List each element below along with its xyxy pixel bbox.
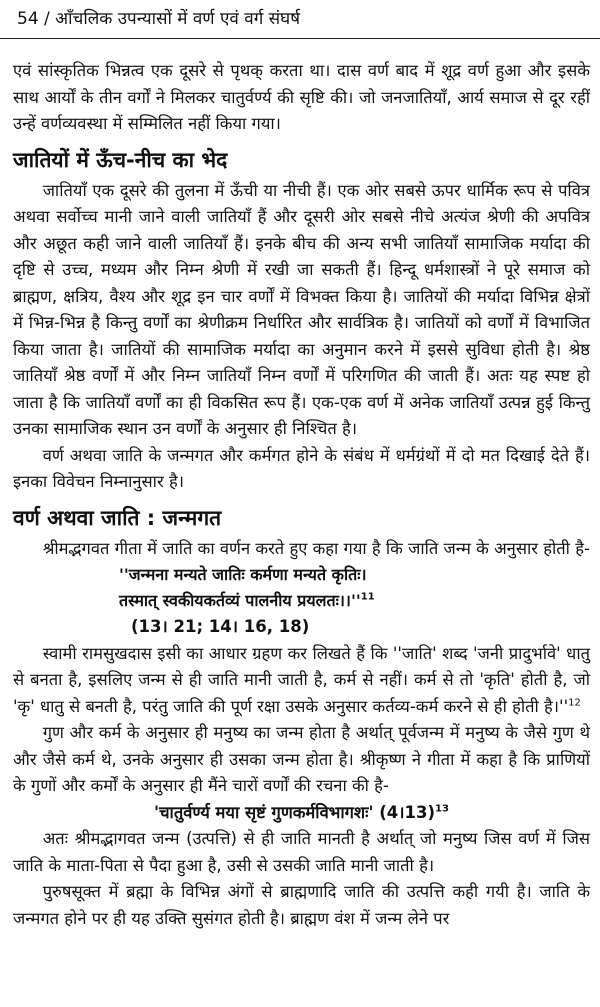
paragraph-text: स्वामी रामसुखदास इसी का आधार ग्रहण कर लिखते हैं कि ''जाति' शब्द 'जनी प्रादुर्भावे' धातु से बनता है, इसलिए जन्म से ही जाति मानी जाती है, कर्म से नहीं। कर्म से तो 'कृति' होती है, जो 'कृ' धातु से बनती है, परंतु जाति की पूर्ण रक्षा उसके अनुसार कर्तव्य-कर्म करने से ही होती है।'': [13, 643, 590, 716]
paragraph: [13, 641, 590, 721]
sanskrit-quote-line: ''जन्मना मन्यते जातिः कर्मणा मन्यते कृतिः।: [119, 565, 367, 584]
footnote-marker: 11: [360, 591, 375, 603]
footnote-marker: 12: [568, 697, 581, 708]
quote-text: 'चातुर्वर्ण्य मया सृष्टं गुणकर्मविभागशः' (4।13): [154, 802, 436, 822]
sanskrit-quote-line: [13, 800, 590, 827]
paragraph: पुरुषसूक्त में ब्रह्मा के विभिन्न अंगों से ब्राह्मणादि जाति की उत्पत्ति कही गयी है। जाति के जन्मगत होने पर ही यह उक्ति सुसंगत होती है। ब्राह्मण वंश में जन्म लेने पर: [13, 882, 590, 928]
footnote-marker: 13: [435, 803, 449, 814]
paragraph: एवं सांस्कृतिक भिन्नत्व एक दूसरे से पृथक् करता था। दास वर्ण बाद में शूद्र वर्ण हुआ और इसके साथ आर्यों के तीन वर्गों ने मिलकर चातुर्वर्ण्य की सृष्टि की। जो जनजातियाँ, आर्य समाज से दूर रहीं उन्हें वर्णव्यवस्था में सम्मिलित नहीं किया गया।: [13, 61, 590, 133]
quote-text: तस्मात् स्वकीयकर्तव्यं पालनीय प्रयलतः।।'': [119, 591, 361, 610]
section-heading: जातियों में ऊँच-नीच का भेद: [13, 147, 228, 172]
paragraph: जातियाँ एक दूसरे की तुलना में ऊँची या नीची हैं। एक ओर सबसे ऊपर धार्मिक रूप से पवित्र अथवा सर्वोच्च मानी जाने वाली जातियाँ हैं और दूसरी ओर सबसे नीचे अत्यंज श्रेणी की अपवित्र और अछूत कही जाने वाली जातियाँ हैं। इनके बीच की अन्य सभी जातियाँ सामाजिक मर्यादा की दृष्टि से उच्च, मध्यम और निम्न श्रेणी में रखी जा सकती हैं। हिन्दू धर्मशास्त्रों ने पूरे समाज को ब्राह्मण, क्षत्रिय, वैश्य और शूद्र इन चार वर्णों में विभक्त किया है। जातियों की मर्यादा विभिन्न क्षेत्रों में भिन्न-भिन्न है किन्तु वर्णों का श्रेणीक्रम निर्धारित और सार्वत्रिक है। जातियों को वर्णों में विभाजित किया जाता है। जातियों की सामाजिक मर्यादा का अनुमान करने में इससे सुविधा होती है। श्रेष्ठ जातियाँ श्रेष्ठ वर्णों में और निम्न जातियाँ निम्न वर्णों में परिगणित की जाती हैं। अतः यह स्पष्ट हो जाता है कि जातियाँ वर्णों का ही विकसित रूप हैं। एक-एक वर्ण में अनेक जातियाँ उत्पन्न हुई किन्तु उनका सामाजिक स्थान उन वर्णों के अनुसार ही निश्चित है।: [13, 180, 590, 438]
verse-reference: (13। 21; 14। 16, 18): [131, 617, 310, 636]
paragraph: वर्ण अथवा जाति के जन्मगत और कर्मगत होने के संबंध में धर्मग्रंथों में दो मत दिखाई देते हैं। इनका विवेचन निम्नानुसार है।: [13, 445, 590, 491]
header-divider: [0, 38, 600, 39]
paragraph: गुण और कर्म के अनुसार ही मनुष्य का जन्म होता है अर्थात् पूर्वजन्म में मनुष्य के जैसे गुण थे और जैसे कर्म थे, उनके अनुसार ही उसका जन्म होता है। श्रीकृष्ण ने गीता में कहा है कि प्राणियों के गुणों और कर्मों के अनुसार ही मैंने चारों वर्णों की रचना की है-: [13, 723, 590, 795]
paragraph: श्रीमद्भगवत गीता में जाति का वर्णन करते हुए कहा गया है कि जाति जन्म के अनुसार होती है-: [42, 538, 590, 558]
sanskrit-quote-line: [13, 588, 590, 614]
paragraph: अतः श्रीमद्भागवत जन्म (उत्पत्ति) से ही जाति मानती है अर्थात् जो मनुष्य जिस वर्ण में जिस जाति के माता-पिता से पैदा हुआ है, उसी से उसकी जाति मानी जाती है।: [13, 829, 590, 875]
section-heading: वर्ण अथवा जाति : जन्मगत: [13, 505, 222, 530]
page-body: [13, 58, 590, 932]
running-header: 54 / आँचलिक उपन्यासों में वर्ण एवं वर्ग संघर्ष: [17, 9, 301, 29]
